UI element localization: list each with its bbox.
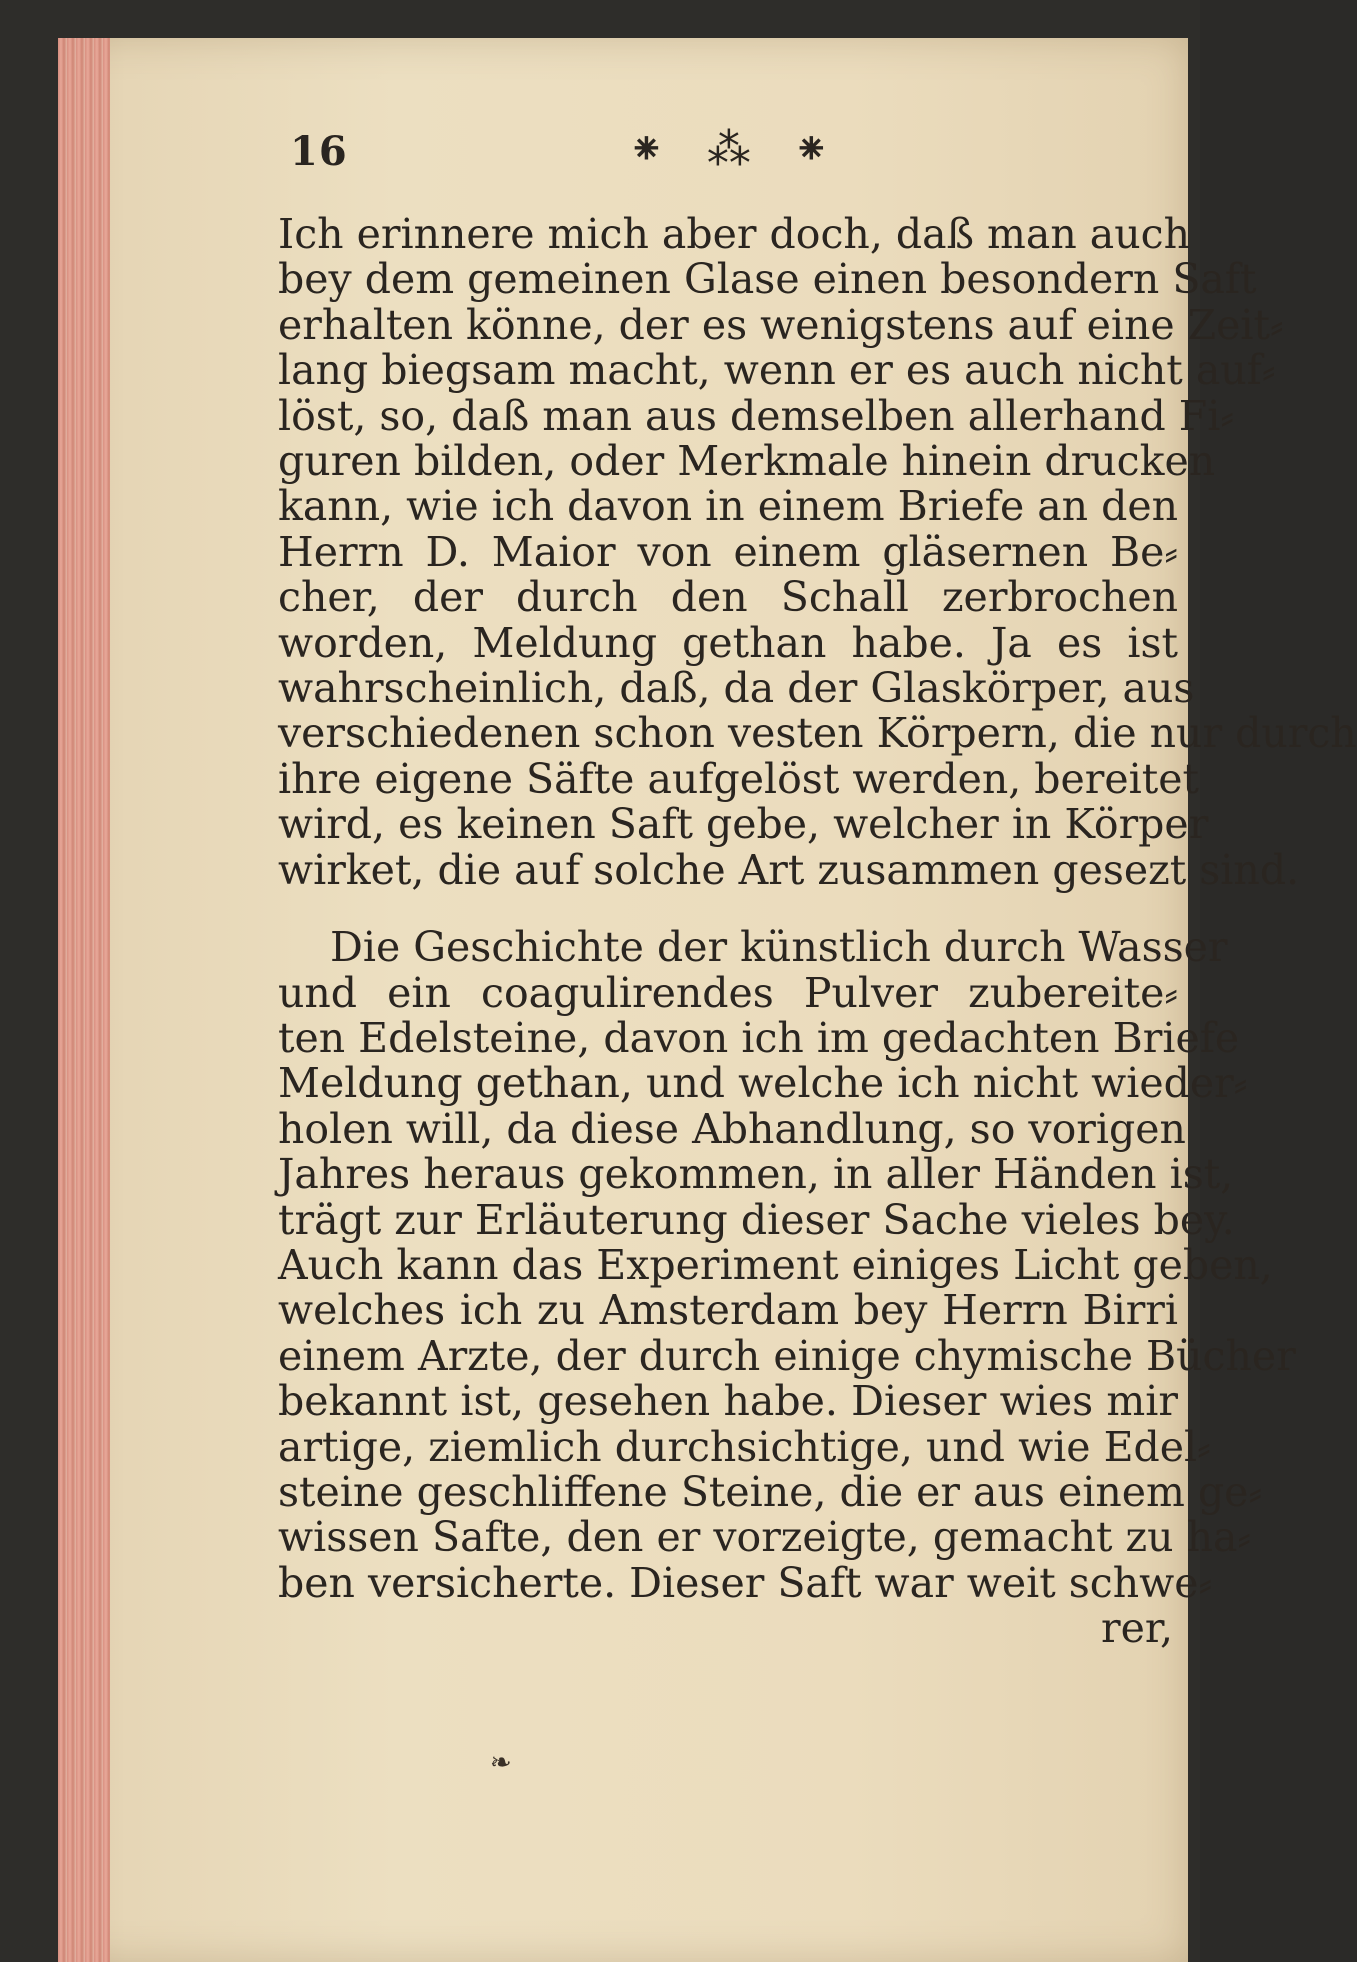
text-line: bekannt ist, gesehen habe. Dieser wies mir <box>278 1377 1178 1426</box>
text-line: erhalten könne, der es wenigstens auf eine Zeit⸗ <box>278 300 1284 349</box>
text-line: wirket, die auf solche Art zusammen gesezt sind. <box>278 845 1300 894</box>
text-line: steine geschliffene Steine, die er aus einem ge⸗ <box>278 1467 1263 1516</box>
page-header <box>278 124 1178 188</box>
text-line: Auch kann das Experiment einiges Licht geben, <box>278 1240 1273 1289</box>
header-ornament: ⁕ ⁂ ⁕ <box>628 124 844 175</box>
text-line: welches ich zu Amsterdam bey Herrn Birri <box>278 1286 1178 1335</box>
text-line: ihre eigene Säfte aufgelöst werden, bereitet <box>278 754 1199 803</box>
text-line: guren bilden, oder Merkmale hinein drucken <box>278 437 1216 486</box>
paragraph-1 <box>278 210 1357 894</box>
paragraph-gap <box>278 893 1178 925</box>
text-line: Herrn D. Maior von einem gläsernen Be⸗ <box>278 527 1178 576</box>
ink-mark: ❧ <box>490 1748 512 1778</box>
text-line: lang biegsam macht, wenn er es auch nicht auf⸗ <box>278 346 1276 395</box>
text-line: worden, Meldung gethan habe. Ja es ist <box>278 618 1178 667</box>
text-line: Die Geschichte der künstlich durch Wasser <box>330 923 1228 972</box>
text-line: wird, es keinen Saft gebe, welcher in Körper <box>278 800 1209 849</box>
text-line: artige, ziemlich durchsichtige, und wie Edel⸗ <box>278 1422 1211 1471</box>
text-line: ben versicherte. Dieser Saft war weit schwe⸗ <box>278 1558 1213 1607</box>
text-line: cher, der durch den Schall zerbrochen <box>278 573 1178 622</box>
text-line: einem Arzte, der durch einige chymische Bücher <box>278 1331 1296 1380</box>
paragraph-2 <box>278 923 1296 1607</box>
text-line: und ein coagulirendes Pulver zubereite⸗ <box>278 968 1178 1017</box>
text-block <box>278 124 1357 1653</box>
page-number: 16 <box>290 128 348 175</box>
catchword: rer, <box>1101 1604 1173 1653</box>
text-line: verschiedenen schon vesten Körpern, die nur durch <box>278 709 1357 758</box>
text-line: kann, wie ich davon in einem Briefe an den <box>278 482 1179 531</box>
text-line: trägt zur Erläuterung dieser Sache vieles bey. <box>278 1195 1235 1244</box>
text-line: Jahres heraus gekommen, in aller Händen ist, <box>278 1150 1234 1199</box>
text-line: wahrscheinlich, daß, da der Glaskörper, aus <box>278 664 1195 713</box>
text-line: holen will, da diese Abhandlung, so vorigen <box>278 1104 1186 1153</box>
text-line: Meldung gethan, und welche ich nicht wieder⸗ <box>278 1059 1248 1108</box>
text-line: ten Edelsteine, davon ich im gedachten Briefe <box>278 1013 1240 1062</box>
text-line: bey dem gemeinen Glase einen besondern Saft <box>278 255 1257 304</box>
text-line: löst, so, daß man aus demselben allerhand Fi⸗ <box>278 391 1234 440</box>
text-line: Ich erinnere mich aber doch, daß man auch <box>278 210 1190 258</box>
page-edge-red <box>58 38 110 1962</box>
text-line: wissen Safte, den er vorzeigte, gemacht zu ha⸗ <box>278 1513 1252 1562</box>
